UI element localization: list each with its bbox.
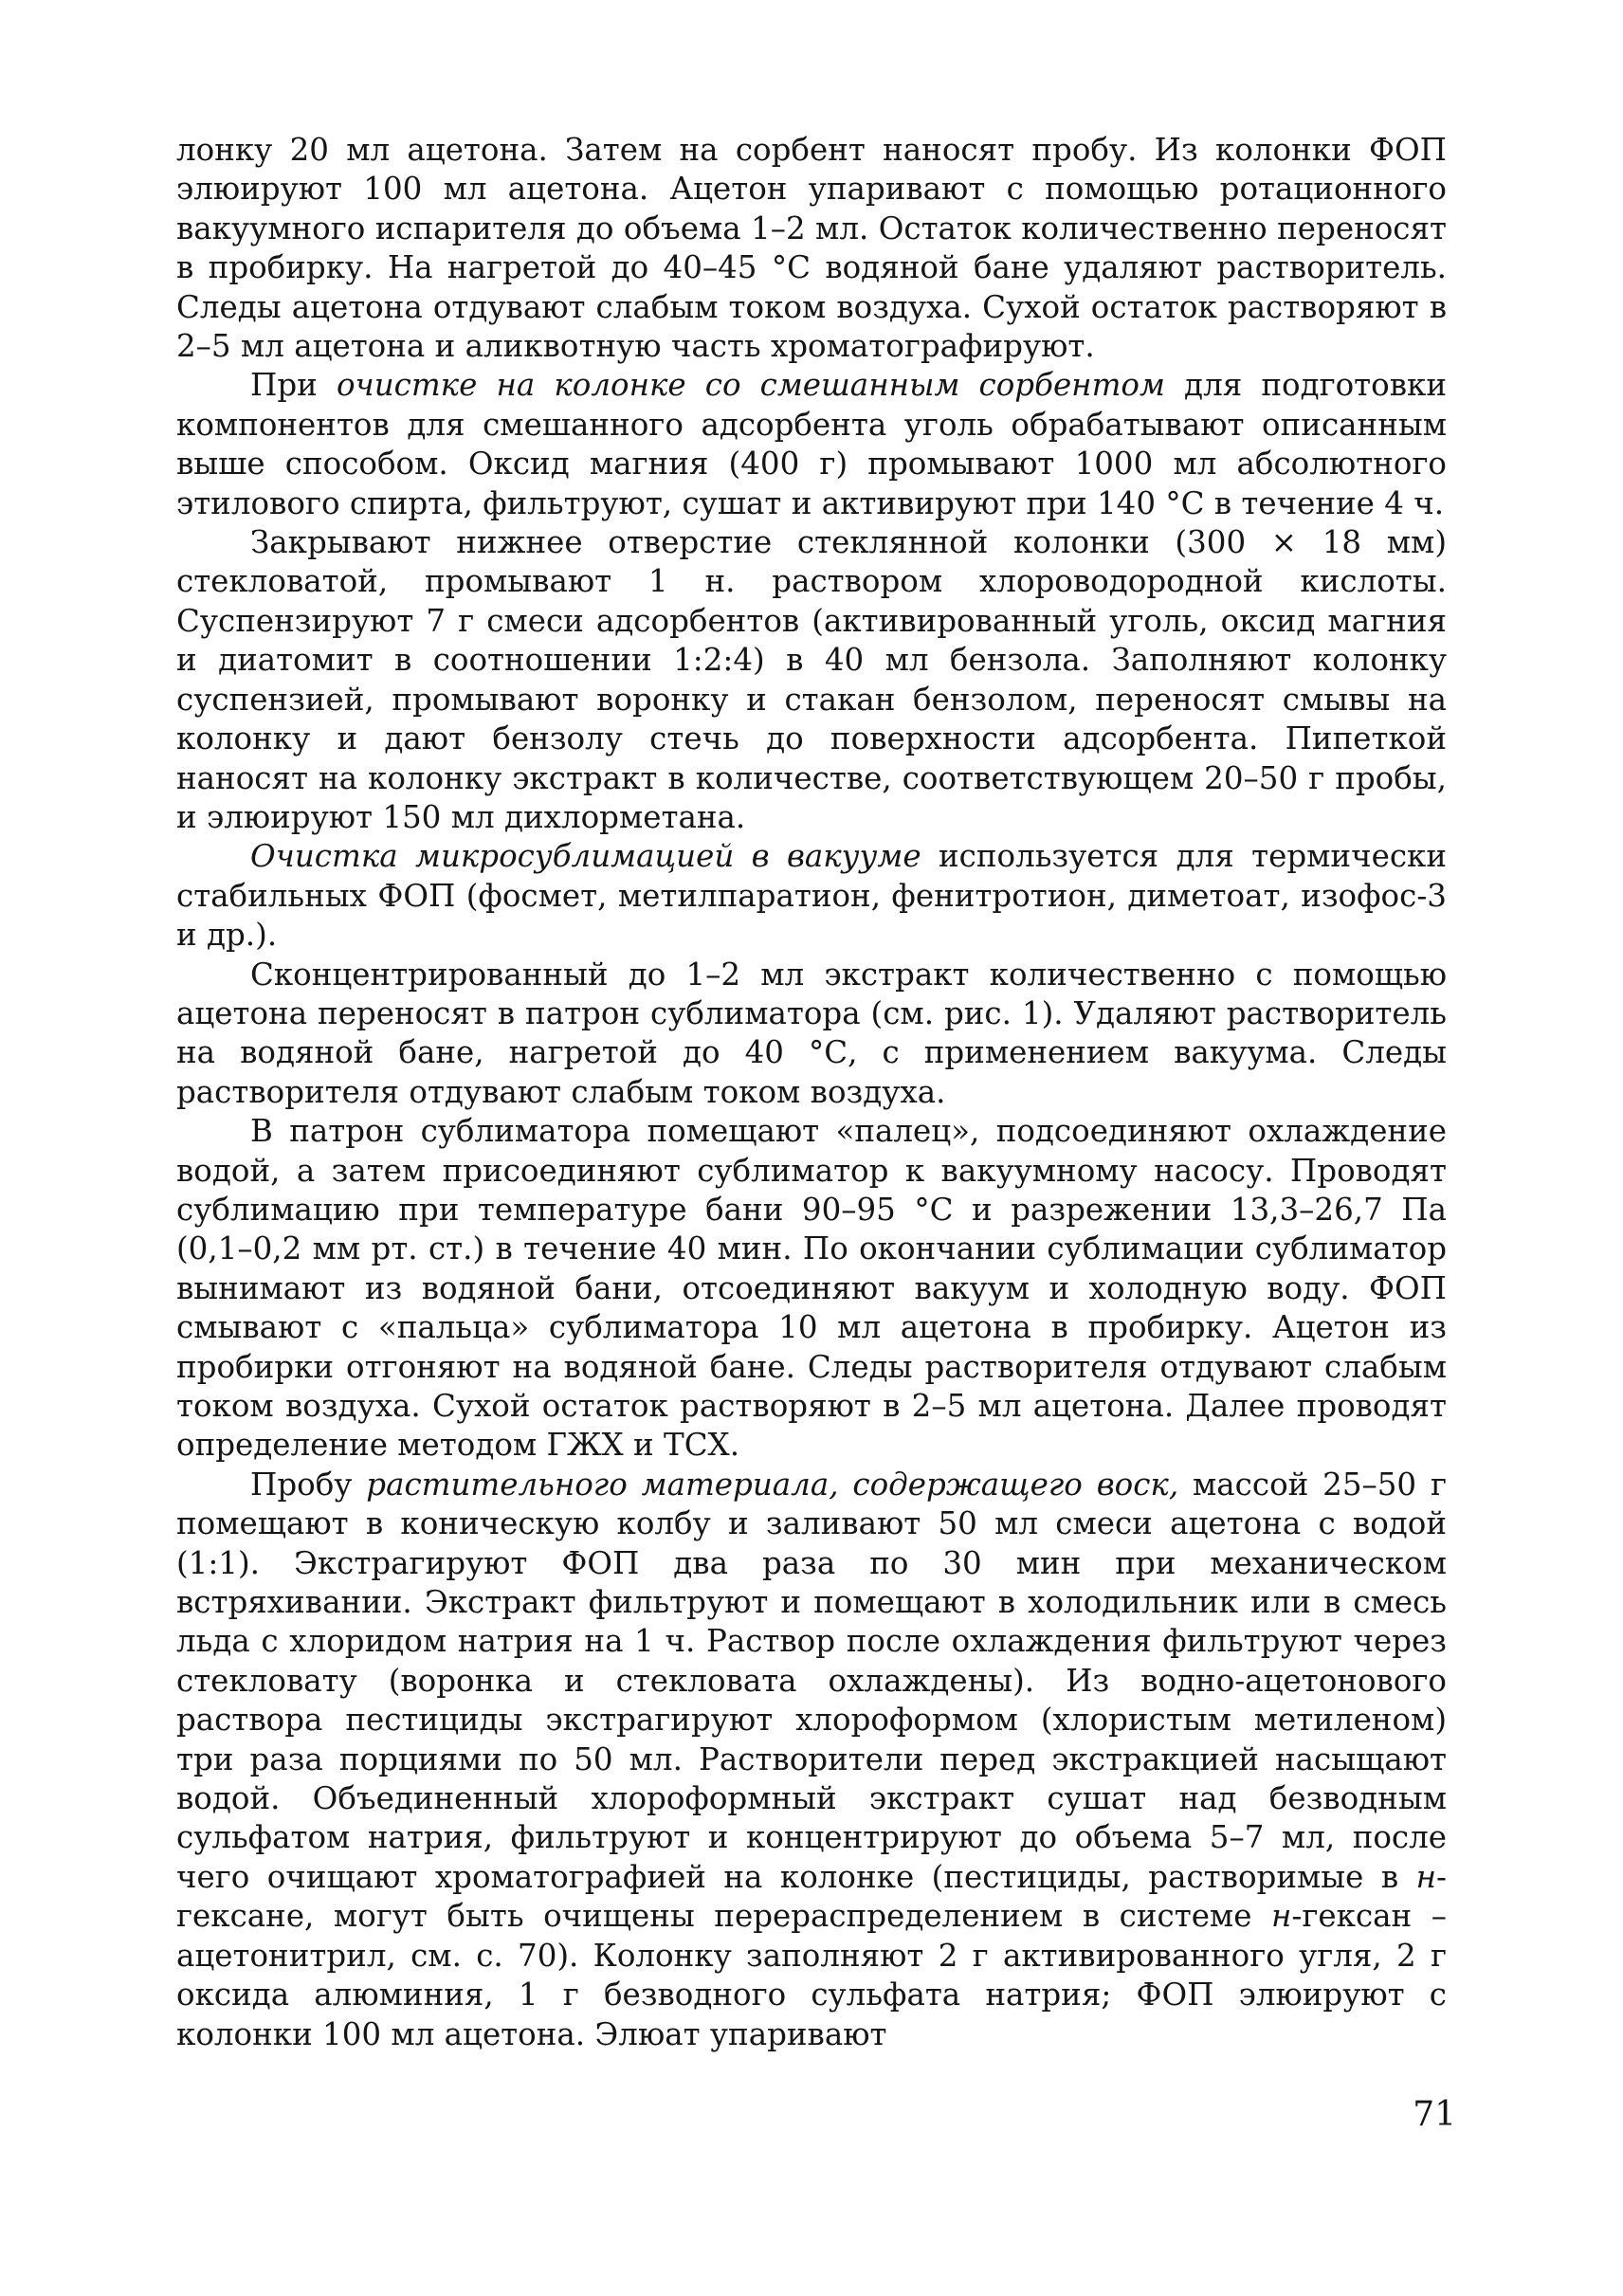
paragraph-5: Сконцентрированный до 1–2 мл экстракт количественно с помощью ацетона переносят в патрон сублиматора (см. рис. 1). Удаляют растворитель на водяной бане, нагретой до 40 °С, с применением вакуума. Следы растворителя отдувают слабым током воздуха.: [176, 956, 1447, 1110]
body-text: [176, 131, 1447, 2054]
page-number: 71: [1413, 2095, 1456, 2134]
italic-phrase: очистке на колонке со смешанным сорбентом: [336, 367, 1165, 404]
paragraph-6: В патрон сублиматора помещают «палец», подсоединяют охлаждение водой, а затем присоединяют сублиматор к вакуумному насосу. Проводят сублимацию при температуре бани 90–95 °С и разрежении 13,3–26,7 Па (0,1–0,2 мм рт. ст.) в течение 40 мин. По окончании сублимации сублиматор вынимают из водяной бани, отсоединяют вакуум и холодную воду. ФОП смывают с «пальца» сублиматора 10 мл ацетона в пробирку. Ацетон из пробирки отгоняют на водяной бане. Следы растворителя отдувают слабым током воздуха. Сухой остаток растворяют в 2–5 мл ацетона. Далее проводят определение методом ГЖХ и ТСХ.: [176, 1113, 1447, 1464]
paragraph-7: Пробу растительного материала, содержащего воск, массой 25–50 г помещают в коническую колбу и заливают 50 мл смеси ацетона с водой (1:1). Экстрагируют ФОП два раза по 30 мин при механическом встряхивании. Экстракт фильтруют и помещают в холодильник или в смесь льда с хлоридом натрия на 1 ч. Раствор после охлаждения фильтруют через стекловату (воронка и стекловата охлаждены). Из водно-ацетонового раствора пестициды экстрагируют хлороформом (хлористым метиленом) три раза порциями по 50 мл. Растворители перед экстракцией насыщают водой. Объединенный хлороформный экстракт сушат над безводным сульфатом натрия, фильтруют и концентрируют до объема 5–7 мл, после чего очищают хроматографией на колонке (пестициды, растворимые в н-гексане, могут быть очищены перераспределением в системе н-гексан – ацетонитрил, см. с. 70). Колонку заполняют 2 г активированного угля, 2 г оксида алюминия, 1 г безводного сульфата натрия; ФОП элюируют с колонки 100 мл ацетона. Элюат упаривают: [176, 1466, 1447, 2052]
paragraph-2: При очистке на колонке со смешанным сорбентом для подготовки компонентов для смешанного адсорбента уголь обрабатывают описанным выше способом. Оксид магния (400 г) промывают 1000 мл абсолютного этилового спирта, фильтруют, сушат и активируют при 140 °С в течение 4 ч.: [176, 367, 1447, 521]
paragraph-3: Закрывают нижнее отверстие стеклянной колонки (300 × 18 мм) стекловатой, промывают 1 н. раствором хлороводородной кислоты. Суспензируют 7 г смеси адсорбентов (активированный уголь, оксид магния и диатомит в соотношении 1:2:4) в 40 мл бензола. Заполняют колонку суспензией, промывают воронку и стакан бензолом, переносят смывы на колонку и дают бензолу стечь до поверхности адсорбента. Пипеткой наносят на колонку экстракт в количестве, соответствующем 20–50 г пробы, и элюируют 150 мл дихлорметана.: [176, 524, 1447, 835]
italic-letter: н: [1415, 1858, 1437, 1895]
italic-letter: н: [1270, 1898, 1292, 1935]
italic-phrase: растительного материала, содержащего воск,: [366, 1466, 1179, 1503]
paragraph-4: Очистка микросублимацией в вакууме используется для термически стабильных ФОП (фосмет, метилпаратион, фенитротион, диметоат, изофос-3 и др.).: [176, 838, 1447, 954]
italic-phrase: Очистка микросублимацией в вакууме: [250, 838, 921, 875]
paragraph-1: лонку 20 мл ацетона. Затем на сорбент наносят пробу. Из колонки ФОП элюируют 100 мл ацетона. Ацетон упаривают с помощью ротационного вакуумного испарителя до объема 1–2 мл. Остаток количественно переносят в пробирку. На нагретой до 40–45 °С водяной бане удаляют растворитель. Следы ацетона отдувают слабым током воздуха. Сухой остаток растворяют в 2–5 мл ацетона и аликвотную часть хроматографируют.: [176, 132, 1447, 365]
